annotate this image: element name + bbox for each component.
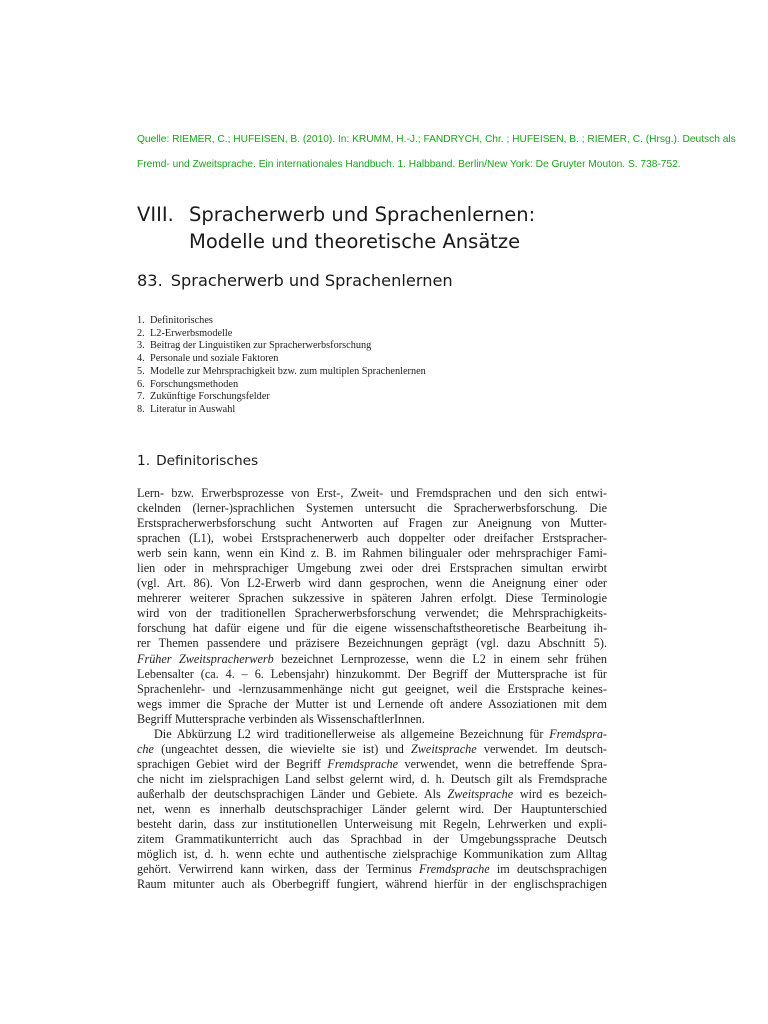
text-run: Begriff Muttersprache verbinden als WissenschaftlerInnen. xyxy=(137,711,425,726)
toc-item-label: Zukünftige Forschungsfelder xyxy=(150,391,270,403)
body-text-line xyxy=(137,757,607,772)
body-text-line xyxy=(137,697,607,712)
toc-item-number: 3. xyxy=(137,340,145,352)
toc-item xyxy=(137,379,426,392)
italic-term: Fremdsprache xyxy=(419,862,490,877)
body-text-line xyxy=(137,636,607,651)
part-title-line: Modelle und theoretische Ansätze xyxy=(189,230,521,253)
toc-item xyxy=(137,328,426,341)
body-text-line xyxy=(137,817,607,832)
text-run: Sprachenlehr- und -lernzusammenhänge nicht gut geeignet, weil die Erstsprache keines- xyxy=(137,681,607,696)
text-run: bezeichnet Lernprozesse, wenn die L2 in einem sehr frühen xyxy=(273,651,607,666)
text-run: sprachen (L1), wobei Erstsprachenerwerb auch doppelter oder dreifacher Erstspracher- xyxy=(137,531,607,546)
text-run: Raum mitunter auch als Oberbegriff fungiert, während hierfür in der englischsprachigen xyxy=(137,877,607,892)
text-run: besteht darin, dass zur institutionellen Unterweisung mit Regeln, Lehrwerken und expli- xyxy=(137,817,607,832)
text-run: rer Themen passendere und präzisere Bezeichnungen geprägt (vgl. dazu Abschnitt 5). xyxy=(137,636,607,651)
body-text-line xyxy=(137,667,607,682)
text-run: im deutschsprachigen xyxy=(489,862,607,877)
toc-item-number: 6. xyxy=(137,378,145,390)
body-text-line xyxy=(137,787,607,802)
body-text-line xyxy=(137,877,607,892)
text-run: Die Abkürzung L2 wird traditionellerweise als allgemeine Bezeichnung für xyxy=(154,726,550,741)
body-text-line xyxy=(137,621,607,636)
italic-term: Früher Zweitspracherwerb xyxy=(137,651,274,666)
body-text-line xyxy=(137,652,607,667)
toc-item-label: Personale und soziale Faktoren xyxy=(150,353,279,365)
toc-item-label: Literatur in Auswahl xyxy=(150,403,236,415)
text-run: (ungeachtet dessen, die wievielte sie ist) und xyxy=(153,741,412,756)
text-run: werb sein kann, wenn ein Kind z. B. im Rahmen bilingualer oder mehrsprachiger Fami- xyxy=(137,546,607,561)
chapter-heading xyxy=(137,270,453,292)
italic-term: Zweitsprache xyxy=(447,786,514,801)
text-run: mehrerer weiterer Sprachen sukzessive in späteren Jahren erfolgt. Diese Terminologie xyxy=(137,591,607,606)
chapter-number: 83. xyxy=(137,271,163,290)
body-text-line xyxy=(137,576,607,591)
body-text-line xyxy=(137,772,607,787)
source-citation xyxy=(137,134,761,184)
toc-item-number: 8. xyxy=(137,403,145,415)
text-run: wird von der traditionellen Spracherwerbsforschung verwendet; die Mehrsprachigkeits- xyxy=(137,606,607,621)
toc-item-number: 1. xyxy=(137,315,145,326)
body-text-line xyxy=(137,712,607,727)
italic-term: Zweitsprache xyxy=(411,741,477,756)
section-title: Definitorisches xyxy=(156,453,259,469)
part-title-line: Spracherwerb und Sprachenlernen: xyxy=(189,203,536,226)
text-run: wird es bezeich- xyxy=(513,786,607,801)
text-run: (vgl. Art. 86). Von L2-Erwerb wird dann gesprochen, wenn die Aneignung einer oder xyxy=(137,576,607,591)
toc-item-label: L2-Erwerbsmodelle xyxy=(150,327,233,339)
text-run: Lebensalter (ca. 4. – 6. Lebensjahr) hinzukommt. Der Begriff der Muttersprache ist für xyxy=(137,666,607,681)
body-text-line xyxy=(137,832,607,847)
toc-item-label: Definitorisches xyxy=(150,315,213,326)
section-heading xyxy=(137,451,258,471)
toc-item-number: 4. xyxy=(137,353,145,365)
italic-term: Fremdspra- xyxy=(549,726,607,741)
chapter-title: Spracherwerb und Sprachenlernen xyxy=(170,271,453,290)
text-run: forschung hat dafür eigene und für die eigene wissenschaftstheoretische Bearbeitung ih- xyxy=(137,621,607,636)
body-text-line xyxy=(137,516,607,531)
body-text-line xyxy=(137,682,607,697)
body-text-line xyxy=(137,486,607,501)
source-citation-line: Quelle: RIEMER, C.; HUFEISEN, B. (2010). In: KRUMM, H.-J.; FANDRYCH, Chr. ; HUFEISEN, B. ; RIEMER, C. (Hrsg.). Deutsch als xyxy=(137,134,736,145)
italic-term: che xyxy=(137,741,154,756)
toc-item xyxy=(137,353,426,366)
text-run: gehört. Verwirrend kann wirken, dass der Terminus xyxy=(137,862,420,877)
text-run: zitem Grammatikunterricht auch das Sprachbad in der Umgebungssprache Deutsch xyxy=(137,832,607,847)
toc-item-label: Forschungsmethoden xyxy=(150,378,239,390)
text-run: Lern- bzw. Erwerbsprozesse von Erst-, Zweit- und Fremdsprachen und den sich entwi- xyxy=(137,486,607,500)
body-text-line xyxy=(137,727,607,742)
body-text-line xyxy=(137,501,607,516)
text-run: Erstspracherwerbsforschung sucht Antworten auf Fragen zur Aneignung von Mutter- xyxy=(137,516,607,531)
text-run: che nicht im zielsprachigen Land selbst gelernt wird, d. h. Deutsch gilt als Fremdsprache xyxy=(137,771,607,786)
text-run: sprachigen Gebiet wird der Begriff xyxy=(137,756,328,771)
toc-item-number: 7. xyxy=(137,391,145,403)
text-run: ckelnden (lerner-)sprachlichen Systemen untersucht die Spracherwerbsforschung. Die xyxy=(137,501,607,516)
text-run: verwendet. Im deutsch- xyxy=(476,741,607,756)
toc-item-label: Beitrag der Linguistiken zur Spracherwerbsforschung xyxy=(150,340,372,352)
body-text-line xyxy=(137,606,607,621)
body-text-line xyxy=(137,546,607,561)
toc-item xyxy=(137,391,426,404)
text-run: lien oder in mehrsprachiger Umgebung zwei oder drei Erstsprachen simultan erwirbt xyxy=(137,561,607,576)
text-run: net, wenn es innerhalb deutschsprachiger Länder gelernt wird. Der Hauptunterschied xyxy=(137,801,607,816)
body-text xyxy=(137,486,607,892)
italic-term: Fremdsprache xyxy=(327,756,399,771)
body-text-line xyxy=(137,561,607,576)
toc-item xyxy=(137,366,426,379)
part-heading xyxy=(137,201,535,255)
toc-item xyxy=(137,315,426,328)
body-text-line xyxy=(137,862,607,877)
toc-item xyxy=(137,340,426,353)
toc-item-number: 2. xyxy=(137,327,145,339)
body-text-line xyxy=(137,531,607,546)
toc-item-number: 5. xyxy=(137,365,145,377)
toc-item xyxy=(137,404,426,417)
section-number: 1. xyxy=(137,453,151,469)
body-text-line xyxy=(137,847,607,862)
body-text-line xyxy=(137,742,607,757)
text-run: möglich ist, d. h. wenn echte und authentische zielsprachige Kommunikation zum Alltag xyxy=(137,847,607,862)
source-citation-line: Fremd- und Zweitsprache. Ein internationales Handbuch. 1. Halbband. Berlin/New York: De Gruyter Mouton. S. 738-752. xyxy=(137,159,681,170)
toc-item-label: Modelle zur Mehrsprachigkeit bzw. zum multiplen Sprachenlernen xyxy=(150,365,426,377)
body-text-line xyxy=(137,802,607,817)
table-of-contents xyxy=(137,315,426,417)
text-run: wegs immer die Sprache der Mutter ist und Lernende oft andere Assoziationen mit dem xyxy=(137,696,607,711)
text-run: außerhalb der deutschsprachigen Länder und Gebiete. Als xyxy=(137,786,448,801)
body-text-line xyxy=(137,591,607,606)
text-run: verwendet, wenn die betreffende Spra- xyxy=(398,756,608,771)
part-number: VIII. xyxy=(137,203,174,226)
